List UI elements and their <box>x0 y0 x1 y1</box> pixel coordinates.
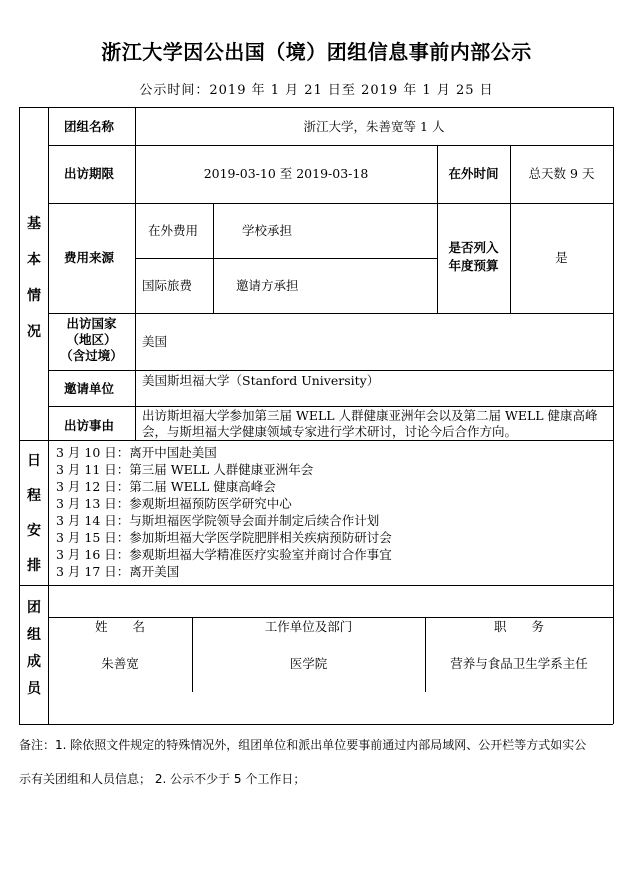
section-basic-info: 基 本 情 况 <box>27 216 41 340</box>
list-item: 3 月 10 日：离开中国赴美国 <box>56 445 217 460</box>
column-header-unit: 工作单位及部门 <box>264 619 353 634</box>
section-members: 团 组 成 员 <box>27 600 41 697</box>
list-item: 3 月 17 日：离开美国 <box>56 564 180 579</box>
intl-travel-value: 邀请方承担 <box>236 278 299 293</box>
budget-label: 是否列入 年度预算 <box>448 240 499 273</box>
member-name: 朱善宽 <box>101 656 139 671</box>
page-title: 浙江大学因公出国（境）团组信息事前内部公示 <box>101 40 532 64</box>
purpose-value: 出访斯坦福大学参加第三届 WELL 人群健康亚洲年会以及第二届 WELL 健康高峰 会，与斯坦福大学健康领域专家进行学术研讨，讨论今后合作方向。 <box>142 408 598 439</box>
list-item: 3 月 14 日：与斯坦福医学院领导会面并制定后续合作计划 <box>56 513 380 528</box>
announcement-period: 公示时间：2019 年 1 月 21 日至 2019 年 1 月 25 日 <box>139 83 494 98</box>
schedule-list <box>56 444 392 580</box>
group-name-label: 团组名称 <box>64 119 115 134</box>
footnote: 备注：1. 除依照文件规定的特殊情况外，组团单位和派出单位要事前通过内部局域网、公开栏等方式如实公 示有关团组和人员信息； 2. 公示不少于 5 个工作日； <box>19 738 587 786</box>
column-header-name: 姓 名 <box>94 619 145 634</box>
list-item: 3 月 12 日：第二届 WELL 健康高峰会 <box>56 479 276 494</box>
column-header-title: 职 务 <box>493 619 544 634</box>
list-item: 3 月 11 日：第三届 WELL 人群健康亚洲年会 <box>56 462 314 477</box>
group-name-value: 浙江大学，朱善宽等 1 人 <box>303 119 445 134</box>
country-value: 美国 <box>142 334 168 349</box>
period-label: 出访期限 <box>64 166 115 181</box>
abroad-time-value: 总天数 9 天 <box>528 166 595 181</box>
intl-travel-label: 国际旅费 <box>142 278 193 293</box>
funding-label: 费用来源 <box>64 250 115 265</box>
list-item: 3 月 13 日：参观斯坦福预防医学研究中心 <box>56 496 292 511</box>
inviter-value: 美国斯坦福大学（Stanford University） <box>142 373 380 388</box>
abroad-time-label: 在外时间 <box>448 166 499 181</box>
abroad-cost-label: 在外费用 <box>148 223 199 238</box>
period-value: 2019-03-10 至 2019-03-18 <box>203 166 369 181</box>
list-item: 3 月 16 日：参观斯坦福大学精准医疗实验室并商讨合作事宜 <box>56 547 392 562</box>
member-unit: 医学院 <box>289 656 328 671</box>
inviter-label: 邀请单位 <box>64 381 115 396</box>
abroad-cost-value: 学校承担 <box>242 223 293 238</box>
list-item: 3 月 15 日：参加斯坦福大学医学院肥胖相关疾病预防研讨会 <box>56 530 392 545</box>
member-title: 营养与食品卫生学系主任 <box>450 656 588 671</box>
section-schedule: 日 程 安 排 <box>27 453 41 574</box>
country-label: 出访国家 （地区） （含过境） <box>60 316 123 363</box>
budget-value: 是 <box>555 250 568 265</box>
purpose-label: 出访事由 <box>64 418 115 433</box>
